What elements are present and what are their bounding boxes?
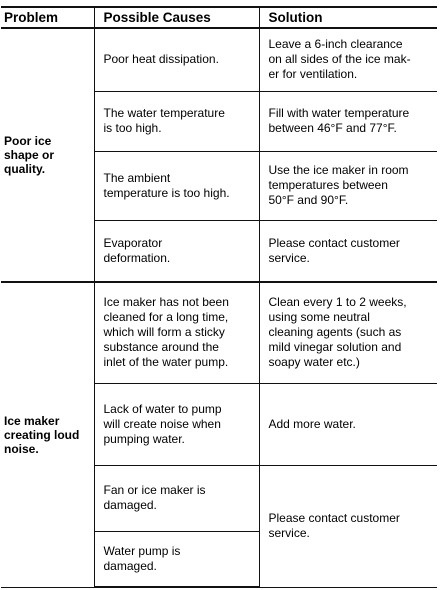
cause-cell: The ambient temperature is too high. (94, 151, 259, 220)
troubleshooting-table (1, 6, 437, 588)
header-possible-causes: Possible Causes (94, 7, 259, 28)
header-solution: Solution (259, 7, 437, 28)
cause-cell: Water pump is damaged. (94, 531, 259, 587)
cause-cell: Poor heat dissipation. (94, 28, 259, 91)
cause-cell: The water temperature is too high. (94, 91, 259, 151)
solution-cell: Clean every 1 to 2 weeks, using some neutral cleaning agents (such as mild vinegar solution and soapy water etc.) (259, 282, 437, 383)
solution-cell: Add more water. (259, 383, 437, 465)
table-row (1, 28, 437, 91)
problem-cell: Ice maker creating loud noise. (1, 282, 94, 587)
solution-cell: Fill with water temperature between 46°F and 77°F. (259, 91, 437, 151)
cause-cell: Ice maker has not been cleaned for a long time, which will form a sticky substance around the inlet of the water pump. (94, 282, 259, 383)
header-row (1, 7, 437, 28)
solution-cell: Please contact customer service. (259, 465, 437, 587)
solution-cell: Leave a 6-inch clearance on all sides of the ice mak- er for ventilation. (259, 28, 437, 91)
cause-cell: Evaporator deformation. (94, 220, 259, 282)
header-problem: Problem (1, 7, 94, 28)
solution-cell: Please contact customer service. (259, 220, 437, 282)
cause-cell: Lack of water to pump will create noise when pumping water. (94, 383, 259, 465)
problem-cell: Poor ice shape or quality. (1, 28, 94, 282)
solution-cell: Use the ice maker in room temperatures between 50°F and 90°F. (259, 151, 437, 220)
table-row (1, 282, 437, 383)
cause-cell: Fan or ice maker is damaged. (94, 465, 259, 531)
